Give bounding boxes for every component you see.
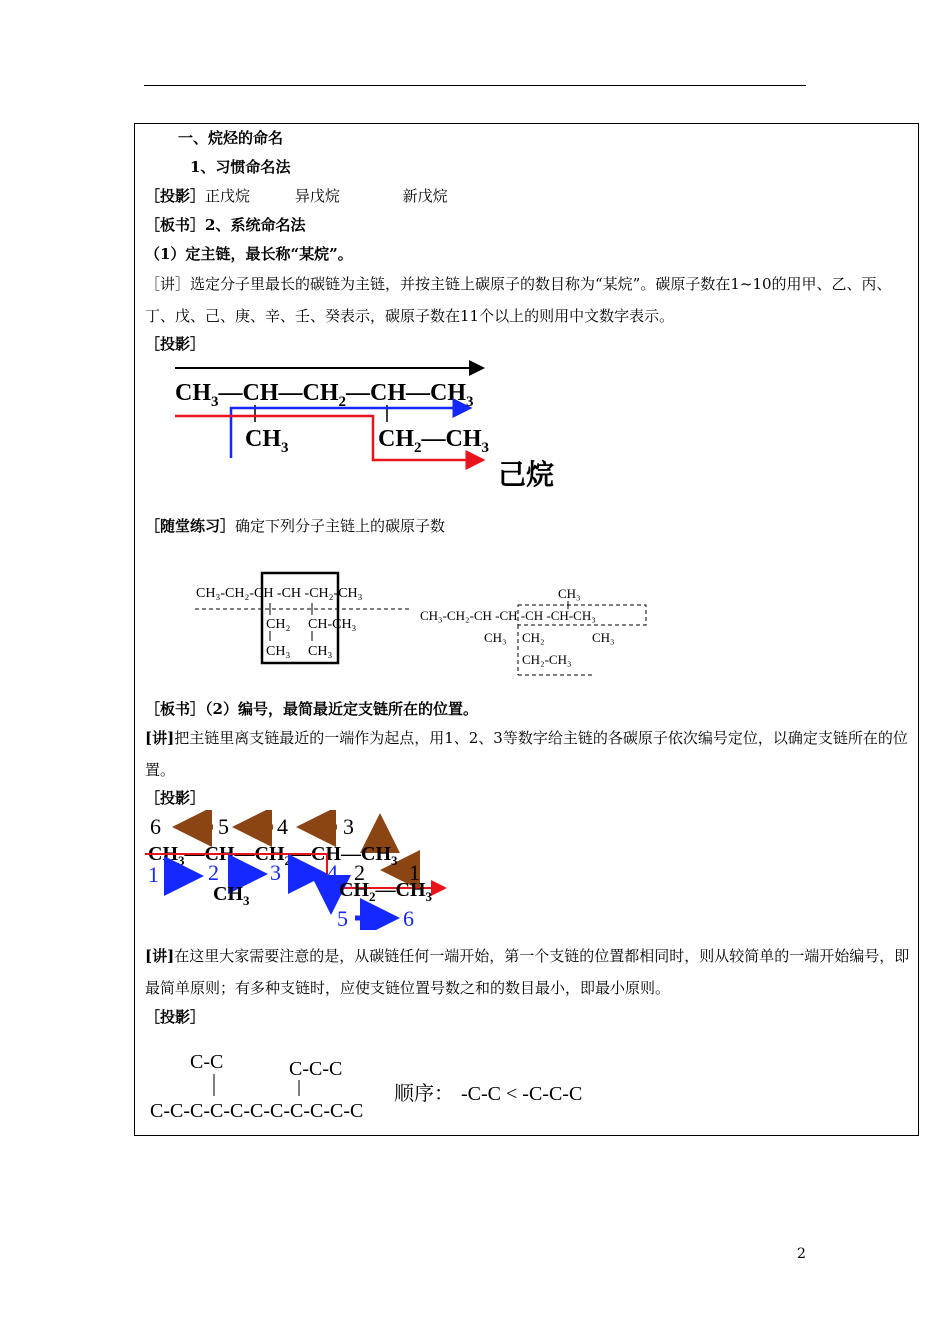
rule-1: （1）定主链，最长称“某烷”。 — [145, 245, 353, 263]
svg-text:6: 6 — [403, 906, 414, 930]
name-n-pentane: 正戊烷 — [205, 187, 251, 205]
svg-text:2: 2 — [208, 860, 219, 885]
tag: ［板书］ — [145, 216, 206, 234]
tag: [讲] — [145, 729, 175, 747]
projection-4-tag: ［投影］ — [145, 1008, 206, 1026]
numbering-main-chain: $CH_3—CH—CH_2—CH—CH_3$ — [148, 843, 398, 868]
projection-1 — [145, 186, 448, 206]
lecture-2 — [145, 722, 912, 786]
board-1-text: 2、系统命名法 — [205, 216, 306, 234]
svg-text:3: 3 — [270, 860, 281, 885]
projection-3-tag: ［投影］ — [145, 789, 206, 807]
exercise — [145, 516, 445, 536]
ethyl-branch: $CH_2—CH_3$ — [378, 426, 489, 456]
projection-2-tag: ［投影］ — [145, 335, 206, 353]
board-2-text: （2）编号，最简最近定支链所在的位置。 — [205, 700, 478, 718]
molecule-1 — [195, 573, 412, 663]
lecture-1-text: 选定分子里最长的碳链为主链，并按主链上碳原子的数目称为“某烷”。碳原子数在1~10的用甲、乙、丙、丁、戊、己、庚、辛、壬、癸表示，碳原子数在11个以上的则用中文数字表示。 — [145, 275, 892, 325]
svg-text:4: 4 — [327, 860, 338, 885]
svg-text:3: 3 — [343, 814, 354, 839]
hexane-main-chain-diagram — [165, 358, 585, 498]
page-number: 2 — [797, 1246, 806, 1262]
svg-text:6: 6 — [150, 814, 161, 839]
carbon-chain: C-C-C-C-C-C-C-C-C-C-C — [150, 1100, 364, 1122]
number-2-right: 2 — [354, 860, 365, 885]
tag: ［随堂练习］ — [145, 517, 236, 535]
name-isopentane: 异戊烷 — [294, 187, 340, 205]
svg-text:CH₂: CH₂ — [266, 617, 291, 632]
heading-2: 1、习惯命名法 — [190, 158, 291, 176]
exercise-molecules — [190, 565, 660, 680]
branch-a: C-C — [190, 1051, 224, 1073]
lecture-3-text: 在这里大家需要注意的是，从碳链任何一端开始，第一个支链的位置都相同时，则从较简单的一端开始编号，即最简单原则；有多种支链时，应使支链位置号数之和的数目最小，即最小原则。 — [145, 947, 910, 997]
name-neopentane: 新戊烷 — [402, 187, 448, 205]
branch-order-diagram — [148, 1040, 618, 1130]
svg-text:CH-CH₃: CH-CH₃ — [308, 617, 357, 632]
svg-text:CH₃: CH₃ — [308, 644, 333, 659]
svg-text:1: 1 — [148, 862, 159, 887]
svg-text:CH₂-CH₃: CH₂-CH₃ — [522, 652, 572, 667]
lecture-2-text: 把主链里离支链最近的一端作为起点，用1、2、3等数字给主链的各碳原子依次编号定位，以确定支链所在的位置。 — [145, 729, 908, 779]
tag: ［投影］ — [145, 187, 206, 205]
svg-text:4: 4 — [277, 814, 288, 839]
svg-text:CH₂: CH₂ — [522, 630, 545, 645]
tag: ［讲］ — [145, 275, 191, 293]
svg-text:5: 5 — [218, 814, 229, 839]
branch-b: C-C-C — [289, 1058, 343, 1080]
main-chain-formula: $CH_3—CH—CH_2—CH—CH_3$ — [175, 380, 474, 410]
svg-text:CH₃-CH₂-CH -CH -CH₂-CH₃: CH₃-CH₂-CH -CH -CH₂-CH₃ — [196, 586, 363, 601]
numbering-diagram — [145, 810, 465, 930]
order-text: -C-C < -C-C-C — [461, 1083, 583, 1105]
svg-text:CH₃: CH₃ — [266, 644, 291, 659]
svg-text:CH₃: CH₃ — [558, 586, 581, 601]
methyl-branch: $CH_3$ — [213, 883, 250, 908]
svg-text:CH₃: CH₃ — [592, 630, 615, 645]
lecture-1 — [145, 268, 912, 332]
svg-text:5: 5 — [337, 906, 348, 930]
tag: ［板书］ — [145, 700, 206, 718]
hexane-label: 己烷 — [498, 460, 555, 491]
lecture-3 — [145, 940, 912, 1004]
methyl-branch: $CH_3$ — [245, 426, 289, 456]
ethyl-branch: $CH_2—CH_3$ — [339, 879, 432, 904]
board-2 — [145, 699, 478, 719]
svg-text:CH₃: CH₃ — [484, 630, 507, 645]
number-1-right: 1 — [409, 860, 420, 885]
order-label: 顺序： — [394, 1083, 454, 1105]
header-rule — [144, 85, 806, 86]
molecule-2 — [420, 586, 646, 675]
heading-1: 一、烷烃的命名 — [178, 129, 284, 147]
tag: [讲] — [145, 947, 175, 965]
svg-text:CH₃-CH₂-CH -CH -CH -CH-CH₃: CH₃-CH₂-CH -CH -CH -CH-CH₃ — [420, 608, 596, 623]
exercise-text: 确定下列分子主链上的碳原子数 — [235, 517, 446, 535]
board-1 — [145, 215, 305, 235]
